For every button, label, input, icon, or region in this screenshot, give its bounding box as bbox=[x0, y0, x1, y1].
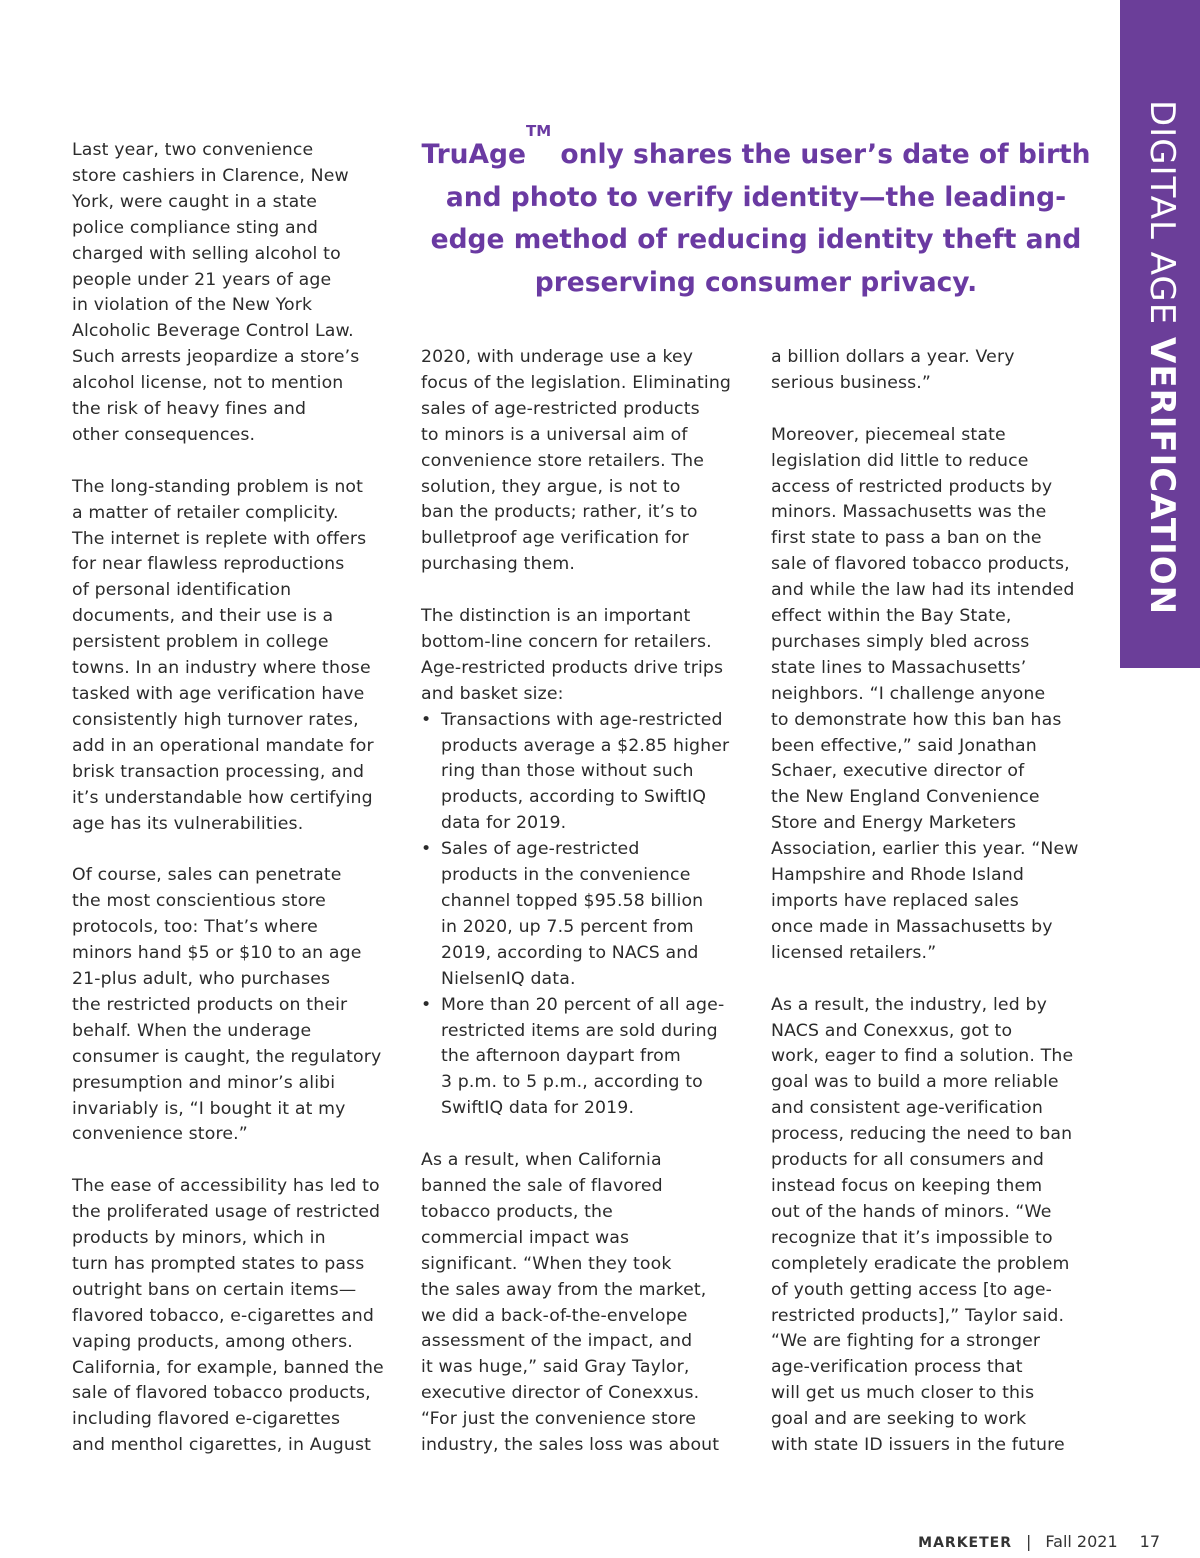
text-line: been effective,” said Jonathan bbox=[771, 735, 1037, 756]
paragraph bbox=[421, 604, 731, 708]
text-line: it’s understandable how certifying bbox=[72, 787, 373, 808]
text-line: 2020, with underage use a key bbox=[421, 347, 694, 367]
text-line: to minors is a universal aim of bbox=[421, 424, 688, 445]
pull-quote-line: edge method of reducing identity theft and bbox=[430, 224, 1082, 255]
text-line: brisk transaction processing, and bbox=[72, 761, 365, 782]
text-line: the risk of heavy fines and bbox=[72, 399, 307, 420]
text-line: tasked with age verification have bbox=[72, 684, 365, 705]
text-line: tobacco products, the bbox=[421, 1201, 613, 1222]
text-line: • More than 20 percent of all age- bbox=[441, 994, 725, 1015]
text-line: • Sales of age-restricted bbox=[441, 839, 640, 860]
text-line: 2019, according to NACS and bbox=[441, 942, 699, 963]
text-line: products average a $2.85 higher bbox=[441, 735, 730, 756]
text-line: focus of the legislation. Eliminating bbox=[421, 372, 732, 393]
paragraph bbox=[72, 863, 384, 1148]
text-line: people under 21 years of age bbox=[72, 269, 332, 290]
text-line: state lines to Massachusetts’ bbox=[771, 657, 1027, 678]
text-line: neighbors. “I challenge anyone bbox=[771, 683, 1046, 704]
paragraph bbox=[771, 345, 1079, 397]
text-line: in 2020, up 7.5 percent from bbox=[441, 916, 694, 937]
text-line: restricted items are sold during bbox=[441, 1020, 718, 1041]
text-line: a matter of retailer complicity. bbox=[72, 502, 339, 523]
article-column-2 bbox=[421, 345, 731, 1485]
text-line: sales of age-restricted products bbox=[421, 398, 700, 419]
text-line: The ease of accessibility has led to bbox=[72, 1176, 380, 1197]
text-line: As a result, when California bbox=[421, 1150, 662, 1171]
text-line: legislation did little to reduce bbox=[771, 450, 1029, 471]
text-line: products by minors, which in bbox=[72, 1228, 326, 1249]
text-line: Association, earlier this year. “New bbox=[771, 839, 1079, 860]
bullet-item bbox=[421, 837, 731, 992]
issue-label: Fall 2021 bbox=[1045, 1532, 1118, 1551]
text-line: Store and Energy Marketers bbox=[771, 813, 1017, 834]
text-line: invariably is, “I bought it at my bbox=[72, 1098, 346, 1119]
text-line: sale of flavored tobacco products, bbox=[771, 554, 1070, 575]
text-line: solution, they argue, is not to bbox=[421, 476, 681, 497]
paragraph bbox=[72, 1174, 384, 1459]
text-line: ring than those without such bbox=[441, 761, 694, 782]
text-line: outright bans on certain items— bbox=[72, 1279, 357, 1300]
text-line: purchases simply bled across bbox=[771, 631, 1030, 652]
pull-quote bbox=[416, 122, 1096, 304]
text-line: the sales away from the market, bbox=[421, 1279, 707, 1300]
text-line: including flavored e-cigarettes bbox=[72, 1409, 341, 1430]
text-line: products in the convenience bbox=[441, 865, 691, 886]
text-line: of personal identification bbox=[72, 580, 292, 601]
text-line: California, for example, banned the bbox=[72, 1357, 384, 1378]
text-line: persistent problem in college bbox=[72, 632, 329, 653]
text-line: executive director of Conexxus. bbox=[421, 1383, 700, 1404]
text-line: add in an operational mandate for bbox=[72, 735, 374, 756]
text-line: products, according to SwiftIQ bbox=[441, 787, 707, 808]
text-line: charged with selling alcohol to bbox=[72, 243, 341, 264]
paragraph bbox=[771, 423, 1079, 967]
text-line: completely eradicate the problem bbox=[771, 1253, 1070, 1274]
bullet-item bbox=[421, 708, 731, 838]
text-line: Of course, sales can penetrate bbox=[72, 865, 342, 886]
text-line: goal was to build a more reliable bbox=[771, 1072, 1059, 1093]
text-line: access of restricted products by bbox=[771, 476, 1053, 497]
text-line: documents, and their use is a bbox=[72, 606, 334, 627]
text-line: “We are fighting for a stronger bbox=[771, 1331, 1041, 1352]
text-line: Last year, two convenience bbox=[72, 140, 314, 160]
text-line: Schaer, executive director of bbox=[771, 761, 1025, 782]
pull-quote-text: only shares the user’s date of birth bbox=[551, 139, 1091, 170]
text-line: and while the law had its intended bbox=[771, 580, 1075, 601]
text-line: presumption and minor’s alibi bbox=[72, 1072, 336, 1093]
text-line: York, were caught in a state bbox=[72, 191, 318, 212]
text-line: the restricted products on their bbox=[72, 994, 348, 1015]
text-line: for near flawless reproductions bbox=[72, 554, 345, 575]
text-line: Hampshire and Rhode Island bbox=[771, 865, 1024, 886]
text-line: • Transactions with age-restricted bbox=[441, 709, 723, 730]
text-line: SwiftIQ data for 2019. bbox=[441, 1098, 635, 1119]
text-line: The long-standing problem is not bbox=[72, 476, 364, 497]
page-number: 17 bbox=[1139, 1532, 1160, 1551]
text-line: products for all consumers and bbox=[771, 1150, 1044, 1171]
paragraph bbox=[421, 345, 731, 578]
text-line: restricted products],” Taylor said. bbox=[771, 1305, 1065, 1326]
text-line: the most conscientious store bbox=[72, 891, 326, 912]
text-line: flavored tobacco, e-cigarettes and bbox=[72, 1305, 374, 1326]
bullet-list bbox=[421, 708, 731, 1123]
text-line: once made in Massachusetts by bbox=[771, 916, 1053, 937]
paragraph bbox=[771, 993, 1079, 1459]
paragraph bbox=[72, 475, 384, 838]
text-line: minors hand $5 or $10 to an age bbox=[72, 943, 362, 964]
text-line: goal and are seeking to work bbox=[771, 1409, 1027, 1430]
text-line: age-verification process that bbox=[771, 1357, 1023, 1378]
text-line: the proliferated usage of restricted bbox=[72, 1202, 381, 1223]
bullet-item bbox=[421, 993, 731, 1123]
footer-separator: | bbox=[1026, 1532, 1032, 1551]
text-line: a billion dollars a year. Very bbox=[771, 347, 1015, 367]
text-line: The internet is replete with offers bbox=[72, 528, 367, 549]
text-line: NACS and Conexxus, got to bbox=[771, 1020, 1013, 1041]
text-line: Moreover, piecemeal state bbox=[771, 424, 1006, 445]
text-line: and menthol cigarettes, in August bbox=[72, 1435, 372, 1456]
text-line: banned the sale of flavored bbox=[421, 1175, 663, 1196]
text-line: towns. In an industry where those bbox=[72, 658, 371, 679]
text-line: age has its vulnerabilities. bbox=[72, 813, 304, 834]
text-line: turn has prompted states to pass bbox=[72, 1253, 365, 1274]
text-line: the afternoon daypart from bbox=[441, 1046, 681, 1067]
article-column-3 bbox=[771, 345, 1079, 1485]
text-line: we did a back-of-the-envelope bbox=[421, 1305, 688, 1326]
text-line: protocols, too: That’s where bbox=[72, 917, 318, 938]
text-line: and basket size: bbox=[421, 683, 564, 704]
text-line: bottom-line concern for retailers. bbox=[421, 631, 712, 652]
text-line: purchasing them. bbox=[421, 554, 575, 575]
text-line: imports have replaced sales bbox=[771, 891, 1019, 912]
text-line: data for 2019. bbox=[441, 813, 567, 834]
text-line: the New England Convenience bbox=[771, 787, 1040, 808]
text-line: industry, the sales loss was about bbox=[421, 1435, 720, 1456]
text-line: Alcoholic Beverage Control Law. bbox=[72, 321, 354, 342]
text-line: 3 p.m. to 5 p.m., according to bbox=[441, 1072, 703, 1093]
magazine-brand: MARKETER bbox=[918, 1535, 1013, 1551]
text-line: “For just the convenience store bbox=[421, 1409, 697, 1430]
text-line: instead focus on keeping them bbox=[771, 1175, 1043, 1196]
text-line: ban the products; rather, it’s to bbox=[421, 502, 698, 523]
text-line: 21-plus adult, who purchases bbox=[72, 968, 331, 989]
page-footer bbox=[918, 1532, 1160, 1551]
text-line: bulletproof age verification for bbox=[421, 528, 689, 549]
pull-quote-line: and photo to verify identity—the leading- bbox=[445, 181, 1067, 213]
pull-quote-line: preserving consumer privacy. bbox=[534, 266, 978, 298]
text-line: of youth getting access [to age- bbox=[771, 1279, 1053, 1300]
text-line: out of the hands of minors. “We bbox=[771, 1201, 1052, 1222]
text-line: licensed retailers.” bbox=[771, 942, 937, 963]
text-line: convenience store.” bbox=[72, 1124, 248, 1145]
text-line: sale of flavored tobacco products, bbox=[72, 1383, 371, 1404]
text-line: will get us much closer to this bbox=[771, 1383, 1035, 1404]
text-line: police compliance sting and bbox=[72, 217, 318, 238]
paragraph bbox=[72, 138, 384, 449]
text-line: first state to pass a ban on the bbox=[771, 528, 1042, 549]
pull-quote-brand: TruAge bbox=[421, 139, 526, 170]
text-line: Such arrests jeopardize a store’s bbox=[72, 347, 360, 368]
text-line: and consistent age-verification bbox=[771, 1098, 1043, 1119]
text-line: other consequences. bbox=[72, 424, 256, 445]
text-line: recognize that it’s impossible to bbox=[771, 1227, 1053, 1248]
text-line: The distinction is an important bbox=[421, 606, 691, 627]
text-line: behalf. When the underage bbox=[72, 1020, 312, 1041]
text-line: in violation of the New York bbox=[72, 295, 313, 316]
text-line: minors. Massachusetts was the bbox=[771, 502, 1047, 523]
trademark-mark: TM bbox=[526, 122, 552, 140]
text-line: store cashiers in Clarence, New bbox=[72, 165, 349, 186]
text-line: assessment of the impact, and bbox=[421, 1331, 693, 1352]
text-line: with state ID issuers in the future bbox=[771, 1435, 1065, 1456]
section-label-light: DIGITAL AGE bbox=[1142, 100, 1182, 338]
text-line: it was huge,” said Gray Taylor, bbox=[421, 1357, 690, 1378]
pull-quote-line bbox=[416, 122, 1096, 177]
text-line: NielsenIQ data. bbox=[441, 968, 576, 989]
text-line: Age-restricted products drive trips bbox=[421, 657, 724, 678]
article-column-1 bbox=[72, 138, 384, 1485]
text-line: As a result, the industry, led by bbox=[771, 994, 1047, 1015]
text-line: consistently high turnover rates, bbox=[72, 709, 359, 730]
text-line: work, eager to find a solution. The bbox=[771, 1046, 1074, 1067]
text-line: commercial impact was bbox=[421, 1227, 630, 1248]
text-line: convenience store retailers. The bbox=[421, 450, 705, 471]
text-line: effect within the Bay State, bbox=[771, 606, 1012, 627]
text-line: vaping products, among others. bbox=[72, 1331, 353, 1352]
text-line: significant. “When they took bbox=[421, 1253, 672, 1274]
text-line: serious business.” bbox=[771, 372, 932, 393]
section-label bbox=[1142, 100, 1182, 615]
text-line: to demonstrate how this ban has bbox=[771, 709, 1062, 730]
paragraph bbox=[421, 1148, 731, 1459]
text-line: process, reducing the need to ban bbox=[771, 1124, 1073, 1145]
text-line: channel topped $95.58 billion bbox=[441, 891, 704, 912]
section-label-bold: VERIFICATION bbox=[1142, 337, 1182, 616]
text-line: consumer is caught, the regulatory bbox=[72, 1046, 382, 1067]
text-line: alcohol license, not to mention bbox=[72, 373, 344, 394]
